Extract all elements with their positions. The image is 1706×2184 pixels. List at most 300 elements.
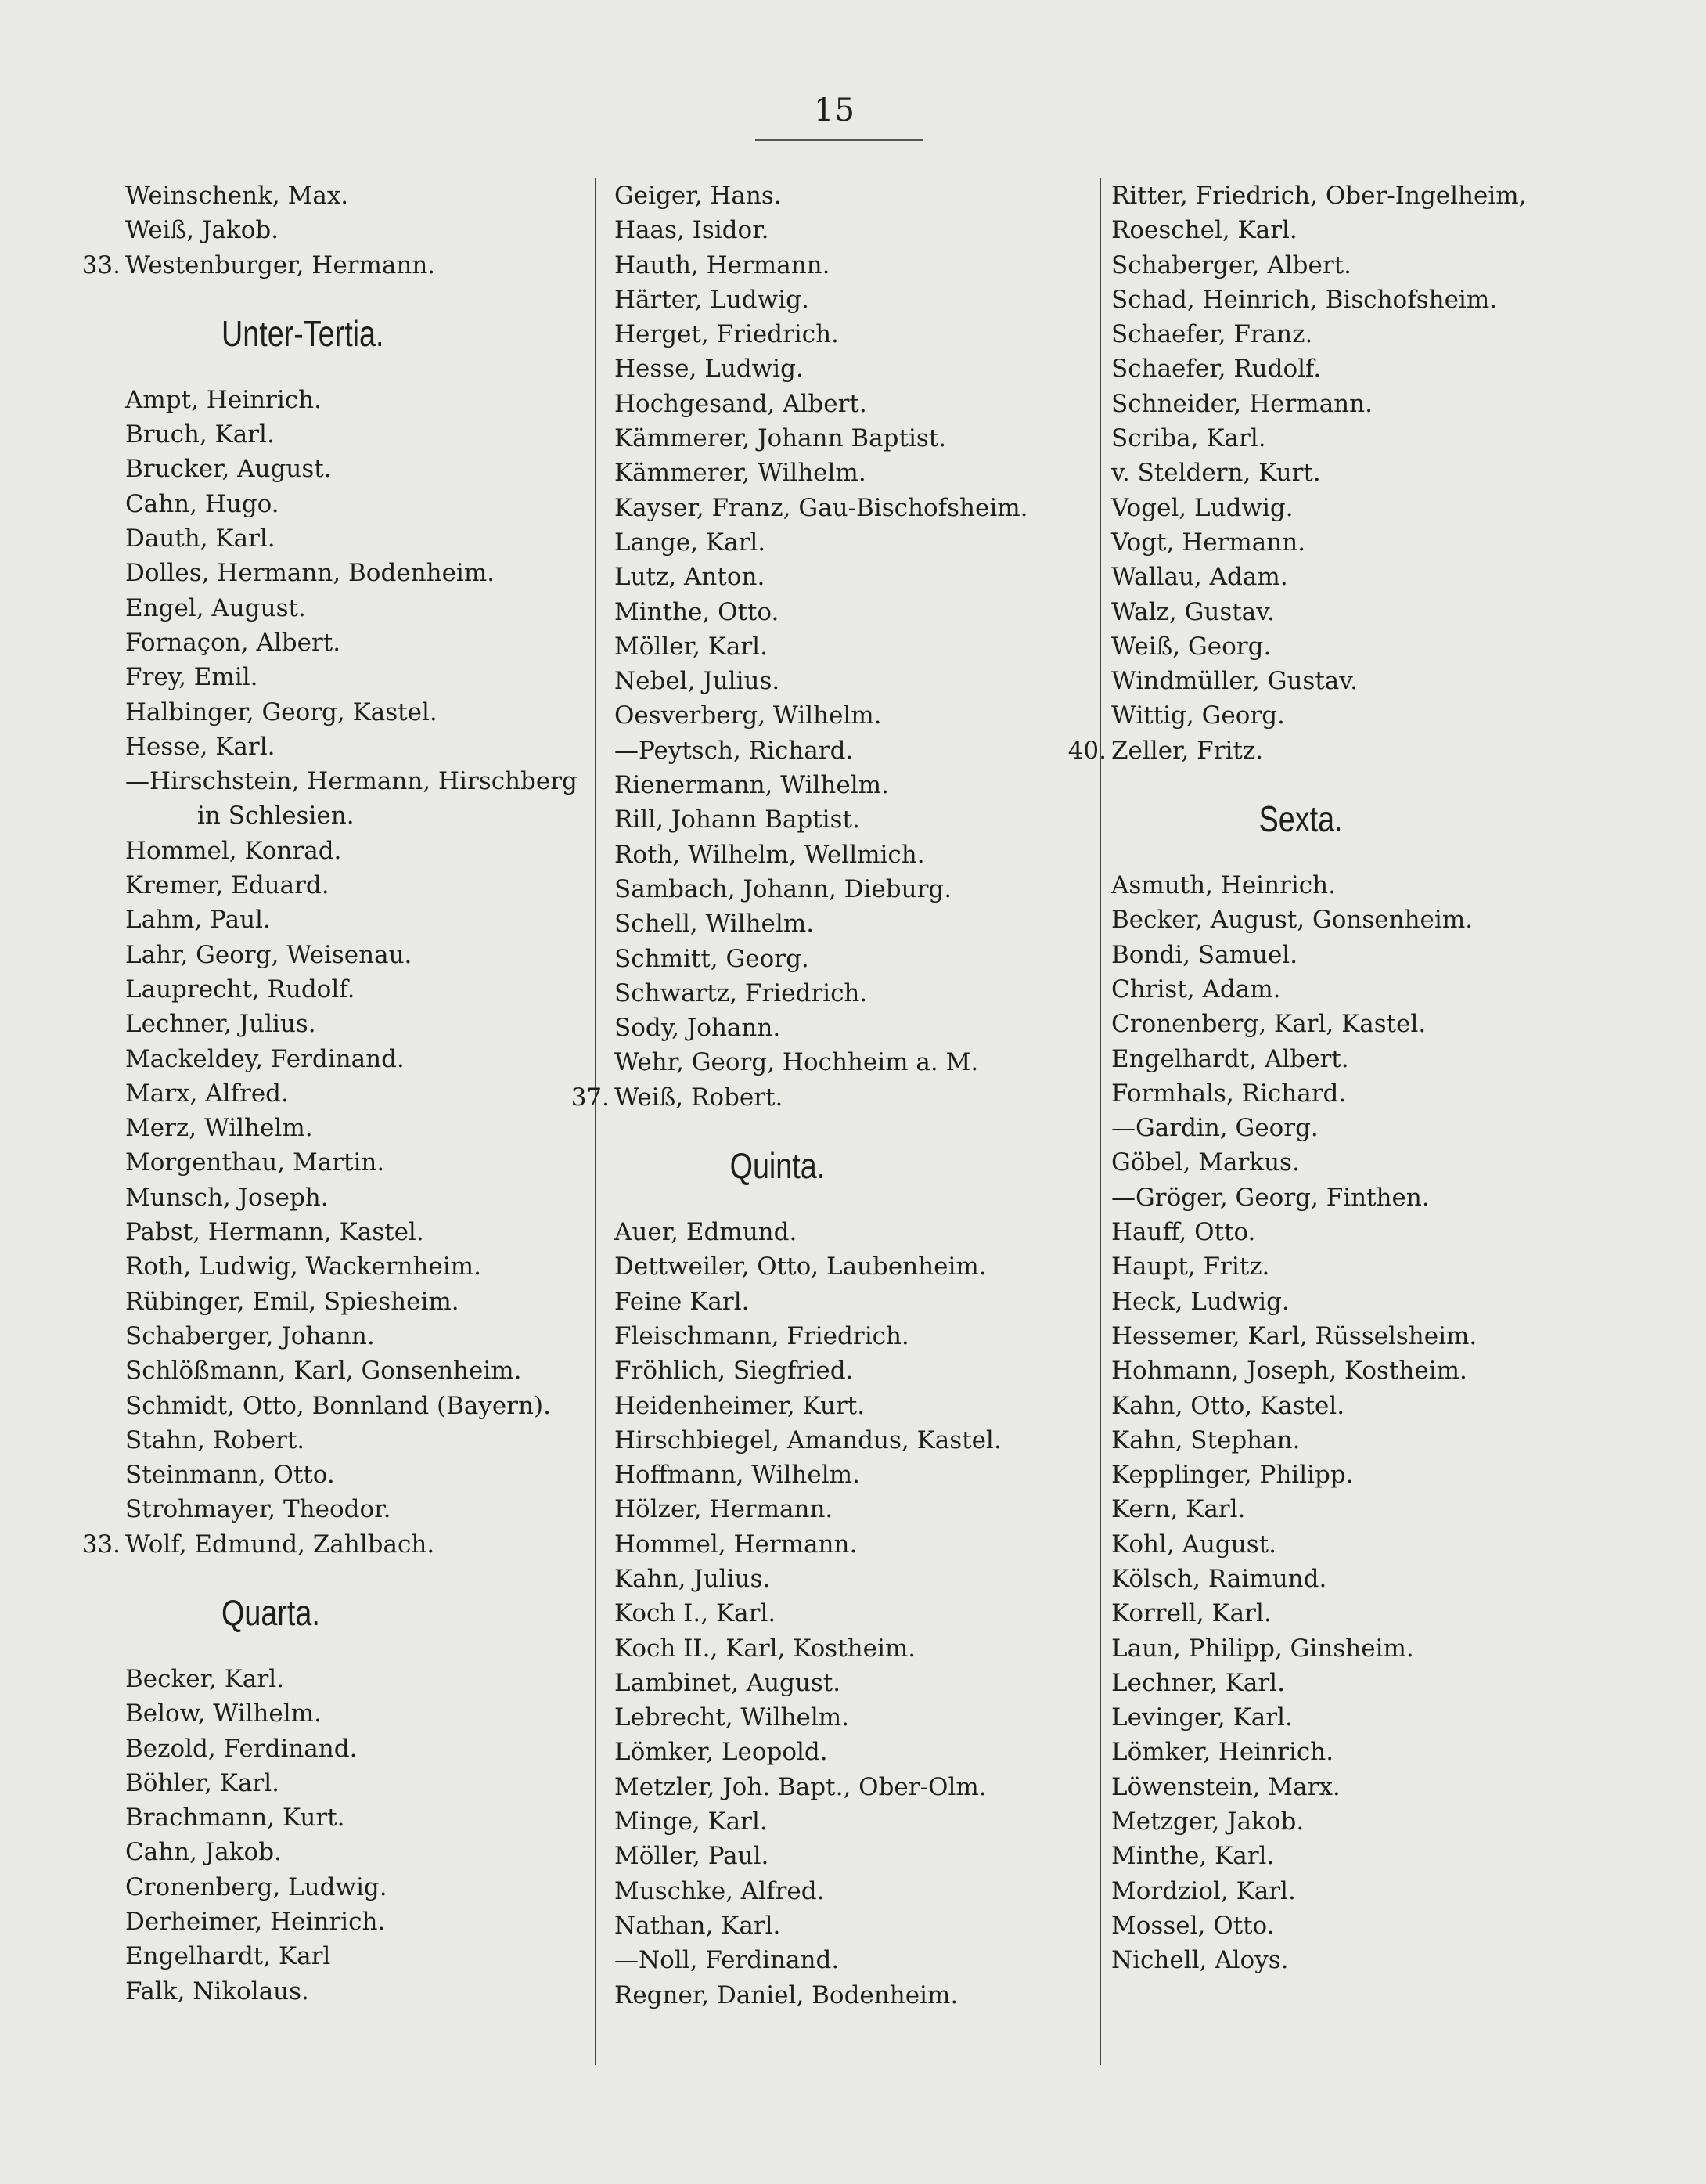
name-entry (125, 834, 595, 868)
name-entry (614, 1666, 1076, 1700)
name-entry (1111, 1700, 1596, 1735)
name-entry (1111, 248, 1596, 283)
name-entry (125, 213, 595, 247)
class-count: 37. (570, 1083, 610, 1112)
entry-text: Hesse, Karl. (125, 732, 275, 761)
entry-text: —Peytsch, Richard. (614, 736, 854, 765)
entry-text: Haupt, Fritz. (1111, 1252, 1270, 1281)
name-entry (1111, 1770, 1596, 1804)
name-entry (125, 452, 595, 486)
name-entry (614, 1389, 1076, 1423)
name-entry (125, 1939, 595, 1973)
name-entry (614, 629, 1076, 664)
name-entry (614, 1492, 1076, 1526)
entry-text: Cronenberg, Ludwig. (125, 1872, 387, 1901)
entry-text: in Schlesien. (197, 802, 355, 831)
name-entry (614, 456, 1076, 490)
entry-text: Kölsch, Raimund. (1111, 1564, 1327, 1593)
entry-text: Regner, Daniel, Bodenheim. (614, 1980, 959, 2009)
entry-text: Rill, Johann Baptist. (614, 805, 860, 834)
name-entry (1111, 421, 1596, 456)
name-entry (614, 525, 1076, 560)
name-entry (125, 1389, 595, 1423)
entry-text: Hirschbiegel, Amandus, Kastel. (614, 1425, 1002, 1454)
name-entry (125, 1870, 595, 1905)
entry-text: Schad, Heinrich, Bischofsheim. (1111, 285, 1498, 314)
entry-text: Nathan, Karl. (614, 1911, 781, 1940)
entry-text: Schaberger, Johann. (125, 1321, 375, 1350)
section-heading: Quarta. (221, 1591, 320, 1633)
entry-text: Lechner, Karl. (1111, 1668, 1285, 1697)
entry-text: Formhals, Richard. (1111, 1079, 1347, 1108)
entry-text: Lutz, Anton. (614, 563, 765, 592)
name-entry (125, 1423, 595, 1458)
entry-text: Heck, Ludwig. (1111, 1287, 1290, 1316)
name-entry (125, 417, 595, 452)
entry-text: Hohmann, Joseph, Kostheim. (1111, 1357, 1467, 1386)
entry-text: Steinmann, Otto. (125, 1461, 335, 1490)
name-entry (1111, 1353, 1596, 1388)
page-number: 15 (814, 92, 855, 128)
name-entry (614, 802, 1076, 837)
entry-text: Rübinger, Emil, Spiesheim. (125, 1287, 459, 1316)
name-entry (125, 1319, 595, 1353)
name-entry (125, 1076, 595, 1111)
entry-text: Zeller, Fritz. (1111, 736, 1264, 765)
name-entry (614, 664, 1076, 698)
name-entry (614, 1978, 1076, 2013)
name-entry (614, 1735, 1076, 1769)
entry-text: Metzger, Jakob. (1111, 1807, 1305, 1836)
name-entry (125, 764, 595, 798)
entry-text: Asmuth, Heinrich. (1111, 871, 1336, 900)
section-heading: Quinta. (729, 1145, 826, 1187)
entry-text: Hesse, Ludwig. (614, 355, 804, 384)
name-entry (614, 1562, 1076, 1596)
name-entry (125, 1458, 595, 1492)
entry-text: Hölzer, Hermann. (614, 1495, 833, 1524)
entry-text: Lebrecht, Wilhelm. (614, 1703, 850, 1732)
class-count: 40. (1067, 736, 1107, 765)
name-entry (614, 1874, 1076, 1908)
entry-text: Mossel, Otto. (1111, 1911, 1275, 1940)
name-entry (125, 660, 595, 694)
name-entry (614, 283, 1076, 317)
entry-text: Westenburger, Hermann. (125, 250, 436, 279)
name-entry (1111, 213, 1596, 247)
entry-text: Fleischmann, Friedrich. (614, 1321, 909, 1350)
entry-text: Becker, August, Gonsenheim. (1111, 906, 1474, 935)
name-entry (1111, 1735, 1596, 1769)
entry-text: Hoffmann, Wilhelm. (614, 1461, 860, 1490)
entry-text: Feine Karl. (614, 1287, 750, 1316)
entry-text: Lauprecht, Rudolf. (125, 975, 355, 1004)
entry-text: Lechner, Julius. (125, 1010, 316, 1039)
name-entry (614, 942, 1076, 976)
entry-text: Weiß, Robert. (614, 1083, 783, 1112)
entry-text: Lahr, Georg, Weisenau. (125, 940, 412, 969)
entry-text: Below, Wilhelm. (125, 1699, 322, 1728)
entry-text: Scriba, Karl. (1111, 424, 1266, 453)
entry-text: Haas, Isidor. (614, 216, 769, 245)
entry-text: Kremer, Eduard. (125, 871, 329, 900)
entry-text: Sambach, Johann, Dieburg. (614, 874, 952, 903)
entry-text: Vogel, Ludwig. (1111, 493, 1294, 522)
entry-text: Muschke, Alfred. (614, 1876, 825, 1905)
entry-text: v. Steldern, Kurt. (1111, 459, 1321, 488)
entry-text: Brachmann, Kurt. (125, 1804, 345, 1833)
name-entry (1111, 491, 1596, 525)
name-entry (1111, 868, 1596, 903)
name-entry (614, 1011, 1076, 1045)
name-entry (125, 1145, 595, 1180)
entry-text: Kahn, Otto, Kastel. (1111, 1391, 1345, 1420)
entry-text: Lömker, Leopold. (614, 1738, 828, 1767)
name-entry (1111, 1007, 1596, 1041)
name-entry (614, 1285, 1076, 1319)
entry-text: Lömker, Heinrich. (1111, 1738, 1334, 1767)
entry-text: Schneider, Hermann. (1111, 389, 1373, 418)
name-entry (1111, 595, 1596, 629)
entry-text: Sody, Johann. (614, 1014, 781, 1043)
column-1 (81, 178, 595, 2009)
entry-text: Kahn, Stephan. (1111, 1425, 1301, 1454)
name-entry (125, 1180, 595, 1215)
name-entry (614, 1353, 1076, 1388)
name-entry (125, 487, 595, 521)
entry-text: Engelhardt, Karl (125, 1942, 331, 1971)
name-entry (614, 1423, 1076, 1458)
entry-text: Hessemer, Karl, Rüsselsheim. (1111, 1321, 1477, 1350)
name-entry (1111, 283, 1596, 317)
entry-text: Strohmayer, Theodor. (125, 1495, 391, 1524)
page-number-rule (755, 139, 923, 141)
name-entry (614, 491, 1076, 525)
entry-text: Metzler, Joh. Bapt., Ober-Olm. (614, 1772, 987, 1801)
column-2 (570, 178, 1076, 2013)
entry-text: Lahm, Paul. (125, 906, 271, 935)
name-entry (1111, 317, 1596, 351)
entry-text: Bondi, Samuel. (1111, 940, 1298, 969)
class-count: 33. (81, 250, 121, 279)
entry-text: Morgenthau, Martin. (125, 1148, 385, 1177)
entry-text: Stahn, Robert. (125, 1425, 305, 1454)
entry-text: Mackeldey, Ferdinand. (125, 1044, 405, 1073)
entry-text: Koch I., Karl. (614, 1599, 776, 1628)
entry-text: Nebel, Julius. (614, 667, 780, 696)
entry-text: Wittig, Georg. (1111, 701, 1285, 730)
name-entry (614, 1596, 1076, 1631)
entry-text: —Gröger, Georg, Finthen. (1111, 1183, 1430, 1212)
entry-text: Dauth, Karl. (125, 524, 275, 553)
column-divider-left (595, 178, 596, 2065)
name-entry (125, 1042, 595, 1076)
name-entry (1111, 1145, 1596, 1180)
entry-text: Rienermann, Wilhelm. (614, 771, 889, 800)
entry-text: Schmidt, Otto, Bonnland (Bayern). (125, 1391, 551, 1420)
name-entry (570, 1080, 1076, 1115)
name-entry (125, 625, 595, 660)
name-entry (1111, 525, 1596, 560)
name-entry (1111, 1389, 1596, 1423)
entry-text: Minge, Karl. (614, 1807, 768, 1836)
name-entry (614, 595, 1076, 629)
column-3 (1067, 178, 1596, 1978)
entry-text: Christ, Adam. (1111, 975, 1281, 1004)
entry-text: —Gardin, Georg. (1111, 1114, 1319, 1143)
name-entry (1111, 1042, 1596, 1076)
entry-text: Marx, Alfred. (125, 1079, 289, 1108)
entry-text: Geiger, Hans. (614, 182, 782, 210)
entry-text: Wehr, Georg, Hochheim a. M. (614, 1048, 979, 1077)
name-entry (614, 1700, 1076, 1735)
entry-text: Möller, Paul. (614, 1842, 769, 1871)
entry-text: Weiß, Jakob. (125, 216, 279, 245)
name-entry (125, 521, 595, 556)
name-entry (614, 1631, 1076, 1666)
name-entry (125, 1492, 595, 1526)
name-entry (125, 695, 595, 730)
entry-text: Fornaçon, Albert. (125, 628, 341, 657)
name-entry (125, 1696, 595, 1731)
entry-text: —Noll, Ferdinand. (614, 1946, 840, 1975)
entry-text: Korrell, Karl. (1111, 1599, 1272, 1628)
name-entry (125, 556, 595, 590)
name-entry (1111, 1111, 1596, 1145)
entry-text: Heidenheimer, Kurt. (614, 1391, 866, 1420)
name-entry (125, 1974, 595, 2009)
entry-text: Minthe, Otto. (614, 597, 779, 626)
entry-text: Hommel, Konrad. (125, 836, 342, 865)
name-entry (1111, 1874, 1596, 1908)
name-entry (81, 1527, 595, 1562)
name-entry (614, 1458, 1076, 1492)
name-entry (1111, 1943, 1596, 1977)
section-heading: Sexta. (1258, 798, 1343, 840)
entry-text: Schell, Wilhelm. (614, 910, 815, 939)
name-entry (1111, 1562, 1596, 1596)
name-entry (614, 1943, 1076, 1977)
entry-text: Nichell, Aloys. (1111, 1946, 1289, 1975)
name-entry (1111, 1458, 1596, 1492)
name-entry (614, 1839, 1076, 1873)
name-entry (125, 972, 595, 1007)
entry-text: Herget, Friedrich. (614, 320, 839, 349)
name-entry (614, 976, 1076, 1011)
name-entry (1111, 1839, 1596, 1873)
entry-text: Hommel, Hermann. (614, 1530, 858, 1559)
name-entry (125, 903, 595, 937)
entry-text: Munsch, Joseph. (125, 1183, 329, 1212)
name-entry (1111, 938, 1596, 972)
name-entry (125, 1249, 595, 1284)
name-entry (1111, 351, 1596, 386)
entry-text: Becker, Karl. (125, 1664, 284, 1693)
name-entry (125, 383, 595, 417)
entry-text: Bezold, Ferdinand. (125, 1734, 358, 1763)
name-entry (1111, 903, 1596, 937)
entry-text: Frey, Emil. (125, 663, 258, 692)
name-entry (125, 730, 595, 764)
name-entry (1111, 1076, 1596, 1111)
entry-text: Schmitt, Georg. (614, 944, 809, 973)
entry-text: Schaefer, Rudolf. (1111, 355, 1322, 384)
name-entry (125, 178, 595, 213)
name-entry (125, 868, 595, 903)
entry-text: Roth, Wilhelm, Wellmich. (614, 840, 925, 869)
name-entry (614, 387, 1076, 421)
name-entry (1111, 1804, 1596, 1839)
entry-text: Wolf, Edmund, Zahlbach. (125, 1530, 435, 1559)
entry-text: Wallau, Adam. (1111, 563, 1288, 592)
name-entry (125, 798, 595, 833)
entry-text: Ampt, Heinrich. (125, 385, 322, 414)
name-entry (1111, 1215, 1596, 1249)
name-entry (1111, 972, 1596, 1007)
entry-text: Roeschel, Karl. (1111, 216, 1297, 245)
entry-text: Kämmerer, Wilhelm. (614, 459, 866, 488)
name-entry (125, 938, 595, 972)
entry-text: Kohl, August. (1111, 1530, 1276, 1559)
entry-text: Löwenstein, Marx. (1111, 1772, 1341, 1801)
name-entry (614, 178, 1076, 213)
entry-text: Schwartz, Friedrich. (614, 978, 868, 1007)
name-entry (1111, 1319, 1596, 1353)
entry-text: Roth, Ludwig, Wackernheim. (125, 1252, 481, 1281)
name-entry (614, 1045, 1076, 1079)
name-entry (1111, 178, 1596, 213)
entry-text: Auer, Edmund. (614, 1218, 797, 1247)
entry-text: Kämmerer, Johann Baptist. (614, 424, 947, 453)
entry-text: Derheimer, Heinrich. (125, 1908, 386, 1937)
entry-text: Falk, Nikolaus. (125, 1977, 309, 2006)
entry-text: Engel, August. (125, 593, 306, 622)
column-divider-right (1100, 178, 1101, 2065)
name-entry (614, 733, 1076, 768)
name-entry (1111, 456, 1596, 490)
entry-text: Schaefer, Franz. (1111, 320, 1313, 349)
name-entry (1111, 387, 1596, 421)
entry-text: Walz, Gustav. (1111, 597, 1275, 626)
entry-text: Koch II., Karl, Kostheim. (614, 1634, 916, 1663)
name-entry (81, 248, 595, 283)
name-entry (1111, 1423, 1596, 1458)
entry-text: Brucker, August. (125, 455, 332, 484)
name-entry (125, 1732, 595, 1766)
name-entry (614, 248, 1076, 283)
entry-text: Hochgesand, Albert. (614, 389, 867, 418)
entry-text: Dolles, Hermann, Bodenheim. (125, 559, 495, 588)
name-entry (1111, 1492, 1596, 1526)
entry-text: Schlößmann, Karl, Gonsenheim. (125, 1357, 522, 1386)
entry-text: Ritter, Friedrich, Ober-Ingelheim, (1111, 182, 1527, 210)
name-entry (614, 1804, 1076, 1839)
name-entry (614, 838, 1076, 872)
entry-text: Oesverberg, Wilhelm. (614, 701, 882, 730)
entry-text: Möller, Karl. (614, 632, 768, 661)
entry-text: Göbel, Markus. (1111, 1148, 1300, 1177)
name-entry (1111, 1249, 1596, 1284)
name-entry (1111, 560, 1596, 594)
name-entry (125, 1662, 595, 1696)
entry-text: Lambinet, August. (614, 1668, 841, 1697)
name-entry (125, 1111, 595, 1145)
entry-text: Weiß, Georg. (1111, 632, 1272, 661)
entry-text: Böhler, Karl. (125, 1768, 280, 1797)
name-entry (1111, 698, 1596, 733)
entry-text: Kern, Karl. (1111, 1495, 1246, 1524)
entry-text: Kepplinger, Philipp. (1111, 1461, 1354, 1490)
name-entry (614, 768, 1076, 802)
entry-text: Pabst, Hermann, Kastel. (125, 1218, 424, 1247)
name-entry (1111, 1596, 1596, 1631)
entry-text: Lange, Karl. (614, 528, 766, 557)
section-heading: Unter-Tertia. (221, 312, 384, 354)
name-entry (1111, 1631, 1596, 1666)
entry-text: Engelhardt, Albert. (1111, 1044, 1349, 1073)
name-entry (1111, 1180, 1596, 1215)
entry-text: Kayser, Franz, Gau-Bischofsheim. (614, 493, 1028, 522)
name-entry (614, 698, 1076, 733)
entry-text: Kahn, Julius. (614, 1564, 771, 1593)
name-entry (125, 1800, 595, 1835)
entry-text: Weinschenk, Max. (125, 182, 349, 210)
entry-text: —Hirschstein, Hermann, Hirschberg (125, 767, 578, 796)
entry-text: Cahn, Jakob. (125, 1838, 282, 1867)
name-entry (125, 591, 595, 625)
name-entry (125, 1215, 595, 1249)
entry-text: Cronenberg, Karl, Kastel. (1111, 1010, 1427, 1039)
entry-text: Bruch, Karl. (125, 420, 275, 449)
name-entry (1111, 1285, 1596, 1319)
entry-text: Halbinger, Georg, Kastel. (125, 697, 437, 726)
entry-text: Laun, Philipp, Ginsheim. (1111, 1634, 1414, 1663)
entry-text: Mordziol, Karl. (1111, 1876, 1296, 1905)
name-entry (614, 1319, 1076, 1353)
name-entry (614, 1770, 1076, 1804)
name-entry (614, 1249, 1076, 1284)
name-entry (614, 560, 1076, 594)
name-entry (614, 906, 1076, 941)
name-entry (614, 213, 1076, 247)
entry-text: Dettweiler, Otto, Laubenheim. (614, 1252, 987, 1281)
entry-text: Cahn, Hugo. (125, 489, 279, 518)
name-entry (125, 1353, 595, 1388)
entry-text: Merz, Wilhelm. (125, 1114, 313, 1143)
entry-text: Hauth, Hermann. (614, 250, 830, 279)
name-entry (125, 1905, 595, 1939)
name-entry (614, 317, 1076, 351)
entry-text: Windmüller, Gustav. (1111, 667, 1358, 696)
name-entry (125, 1766, 595, 1800)
name-entry (1111, 1527, 1596, 1562)
name-entry (1067, 733, 1596, 768)
name-entry (1111, 1908, 1596, 1943)
name-entry (614, 872, 1076, 906)
class-count: 33. (81, 1530, 121, 1559)
entry-text: Hauff, Otto. (1111, 1218, 1256, 1247)
entry-text: Schaberger, Albert. (1111, 250, 1351, 279)
name-entry (125, 1007, 595, 1041)
name-entry (1111, 664, 1596, 698)
name-entry (614, 421, 1076, 456)
entry-text: Härter, Ludwig. (614, 285, 809, 314)
name-entry (125, 1285, 595, 1319)
name-entry (614, 1215, 1076, 1249)
entry-text: Fröhlich, Siegfried. (614, 1357, 854, 1386)
name-entry (614, 1527, 1076, 1562)
name-entry (614, 1908, 1076, 1943)
